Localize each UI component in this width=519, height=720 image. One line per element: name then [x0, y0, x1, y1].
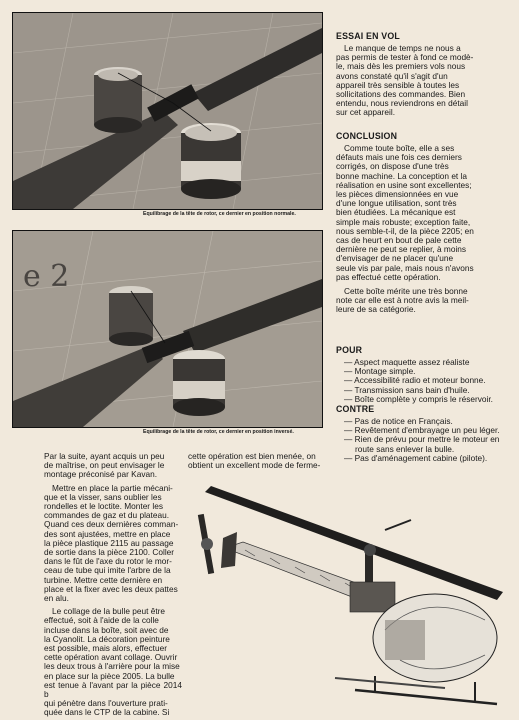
essai-line: appareil très sensible à toutes les: [336, 79, 460, 90]
body-line: en alu.: [44, 593, 69, 604]
body-line: est tenue à l'avant par la pièce 2014 b: [44, 679, 182, 700]
body-line: cette opération avant collage. Ouvrir: [44, 652, 178, 663]
conclusion-line: dernière ne peut se replier, à moins: [336, 244, 467, 255]
heading-essai-en-vol: ESSAI EN VOL: [336, 31, 400, 41]
conclusion-line: défauts mais une fois ces derniers: [336, 152, 462, 163]
body-line: que et la visser, sans oublier les: [44, 491, 162, 502]
contre-list: [344, 417, 504, 463]
body-line: ceau de tube qui imite l'arbre de la: [44, 565, 171, 576]
body-line: turbine. Mettre cette dernière en: [44, 574, 163, 585]
essai-line: sollicitations des commandes. Bien: [336, 89, 466, 100]
body-line: commandes de gaz et du plateau.: [44, 510, 169, 521]
pour-item: — Montage simple.: [344, 367, 504, 376]
essai-line: pas permis de tester à fond ce modè-: [336, 52, 474, 63]
body-line: effectué, soit à l'aide de la colle: [44, 615, 159, 626]
body-line: de sortie dans la pièce 2100. Coller: [44, 547, 175, 558]
conclusion-line: pas effectué cette opération.: [336, 271, 441, 282]
conclusion-line: Comme toute boîte, elle a ses: [344, 143, 455, 153]
conclusion-line: bonne machine. La conception et la: [336, 170, 468, 181]
body-line: dans le fût de l'axe du rotor le mor-: [44, 556, 172, 567]
pour-item: — Transmission sans bain d'huile.: [344, 386, 504, 395]
conclusion-line: réalisation en usine sont excellentes;: [336, 179, 472, 190]
conclusion-line: cas de heurt en bout de pale cette: [336, 235, 462, 246]
body-line: Le collage de la bulle peut être: [52, 606, 166, 617]
body-line: cette opération est bien menée, on: [188, 451, 316, 461]
body-line: Par la suite, ayant acquis un peu: [44, 451, 165, 461]
essai-line: le, mais dès les premiers vols nous: [336, 61, 466, 72]
body-line: Quand ces deux dernières comman-: [44, 519, 179, 530]
conclusion-text: [336, 144, 504, 315]
body-line: la Cyanolit. La décoration peinture: [44, 633, 170, 644]
essai-line: sur cet appareil.: [336, 107, 396, 118]
caption-photo-1: Equilibrage de la tête de rotor, ce dernier en position normale.: [143, 211, 296, 217]
body-line: Mettre en place la partie mécani-: [52, 482, 173, 493]
rotor-balance-photo-inverted: [12, 230, 323, 428]
essai-text: [336, 44, 504, 118]
helicopter-model-photo: [185, 470, 517, 714]
body-line: des sont ajustées, mettre en place: [44, 528, 171, 539]
conclusion-line: seule vis par pale, mais nous n'avons: [336, 262, 474, 273]
body-line: en place sur la pièce 2005. La bulle: [44, 670, 175, 681]
conclusion-line: nous semble-t-il, de la pièce 2205; en: [336, 225, 474, 236]
body-line: rondelles et le loctite. Monter les: [44, 501, 163, 512]
pour-item: — Accessibilité radio et moteur bonne.: [344, 376, 504, 385]
body-line: incluse dans la boîte, soit avec de: [44, 624, 169, 635]
body-column-1: [44, 452, 182, 718]
contre-item: — Revêtement d'embrayage un peu léger.: [344, 426, 504, 435]
essai-line: Le manque de temps ne nous a: [344, 43, 461, 53]
pour-item: — Boîte complète y compris le réservoir.: [344, 395, 504, 404]
body-line: la pièce plastique 2115 au passage: [44, 537, 174, 548]
svg-text:e 2: e 2: [23, 259, 70, 294]
conclusion-line: simple mais robuste; exception faite,: [336, 216, 471, 227]
essai-line: avons constaté qu'il s'agit d'un: [336, 70, 448, 81]
caption-photo-2: Equilibrage de la tête de rotor, ce dernier en position inversé.: [143, 429, 294, 435]
body-line: de maîtrise, on peut envisager le: [44, 460, 165, 471]
body-line: obtient un excellent mode de ferme-: [188, 460, 321, 471]
body-line: place et la fixer avec les deux pattes: [44, 583, 178, 594]
heading-pour: POUR: [336, 345, 363, 355]
contre-item: — Pas de notice en Français.: [344, 417, 504, 426]
conclusion-line: bien étudiées. La mécanique est: [336, 207, 456, 218]
body-line: les deux trous à l'arrière pour la mise: [44, 661, 180, 672]
contre-item: — Pas d'aménagement cabine (pilote).: [344, 454, 504, 463]
conclusion-line: d'une longue utilisation, sont très: [336, 198, 457, 209]
pour-item: — Aspect maquette assez réaliste: [344, 358, 504, 367]
conclusion-line: les pièces dimensionnées en vue: [336, 189, 459, 200]
body-line: quée dans le CTP de la cabine. Si: [44, 707, 170, 718]
conclusion-line: Cette boîte mérite une très bonne: [344, 286, 468, 297]
body-line: qui pénètre dans l'ouverture prati-: [44, 698, 168, 709]
contre-item: — Rien de prévu pour mettre le moteur en route sans enlever la bulle.: [344, 435, 504, 453]
heading-contre: CONTRE: [336, 404, 375, 414]
conclusion-line: note car elle est à notre avis la meil-: [336, 295, 469, 306]
essai-line: entendu, nous reviendrons en détail: [336, 98, 468, 109]
body-line: montage préconisé par Kavan.: [44, 469, 158, 480]
body-line: est possible, mais alors, effectuer: [44, 643, 167, 654]
heading-conclusion: CONCLUSION: [336, 131, 398, 141]
pour-list: [344, 358, 504, 404]
conclusion-line: d'envisager de ne placer qu'une: [336, 253, 454, 264]
conclusion-line: corrigés, on dispose d'une très: [336, 161, 449, 172]
conclusion-line: leure de sa catégorie.: [336, 304, 416, 315]
rotor-balance-photo-normal: [12, 12, 323, 210]
